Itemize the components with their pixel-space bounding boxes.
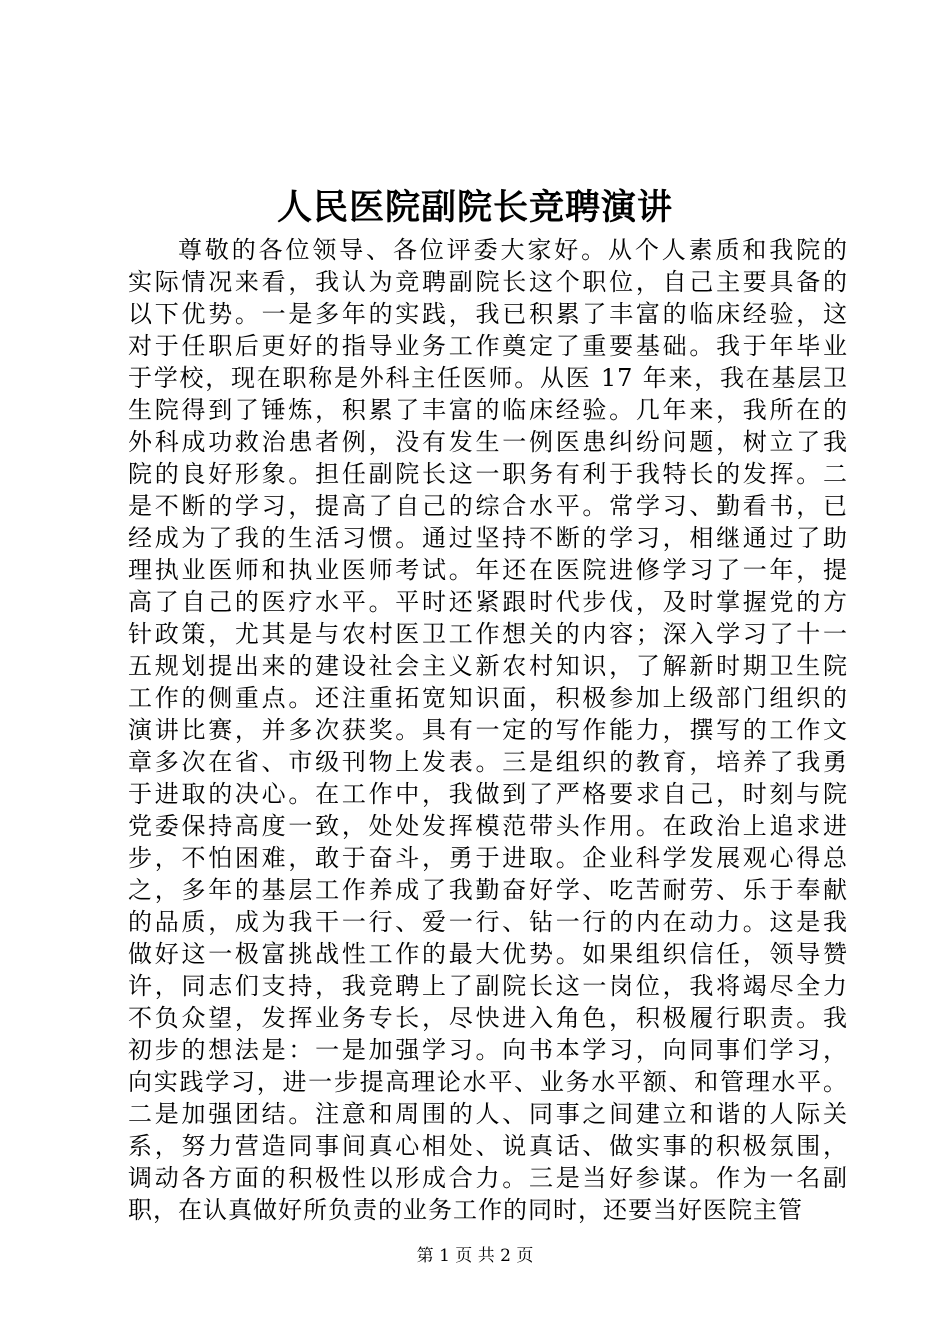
body-line: 于进取的决心。在工作中，我做到了严格要求自己，时刻与院 <box>128 780 848 808</box>
body-line: 步，不怕困难，敢于奋斗，勇于进取。企业科学发展观心得总 <box>128 844 848 872</box>
body-line: 调动各方面的积极性以形成合力。三是当好参谋。作为一名副 <box>128 1164 848 1192</box>
body-line: 高了自己的医疗水平。平时还紧跟时代步伐，及时掌握党的方 <box>128 588 848 616</box>
document-title: 人民医院副院长竞聘演讲 <box>276 187 673 228</box>
body-line: 外科成功救治患者例，没有发生一例医患纠纷问题，树立了我 <box>128 428 848 456</box>
body-line: 的品质，成为我干一行、爱一行、钻一行的内在动力。这是我 <box>128 908 848 936</box>
body-line: 尊敬的各位领导、各位评委大家好。从个人素质和我院的 <box>178 236 848 264</box>
body-line: 是不断的学习，提高了自己的综合水平。常学习、勤看书，已 <box>128 492 848 520</box>
body-line: 许，同志们支持，我竞聘上了副院长这一岗位，我将竭尽全力 <box>128 972 848 1000</box>
body-line: 二是加强团结。注意和周围的人、同事之间建立和谐的人际关 <box>128 1100 848 1128</box>
body-line: 之，多年的基层工作养成了我勤奋好学、吃苦耐劳、乐于奉献 <box>128 876 848 904</box>
body-line: 经成为了我的生活习惯。通过坚持不断的学习，相继通过了助 <box>128 524 848 552</box>
body-line: 工作的侧重点。还注重拓宽知识面，积极参加上级部门组织的 <box>128 684 848 712</box>
body-line: 初步的想法是：一是加强学习。向书本学习，向同事们学习， <box>128 1036 848 1064</box>
body-line: 对于任职后更好的指导业务工作奠定了重要基础。我于年毕业 <box>128 332 848 360</box>
body-line: 做好这一极富挑战性工作的最大优势。如果组织信任，领导赞 <box>128 940 848 968</box>
page-footer: 第 1 页 共 2 页 <box>416 1246 534 1266</box>
body-line: 职，在认真做好所负责的业务工作的同时，还要当好医院主管 <box>128 1196 803 1224</box>
body-line: 实际情况来看，我认为竞聘副院长这个职位，自己主要具备的 <box>128 268 848 296</box>
body-line: 党委保持高度一致，处处发挥模范带头作用。在政治上追求进 <box>128 812 848 840</box>
body-line: 生院得到了锤炼，积累了丰富的临床经验。几年来，我所在的 <box>128 396 848 424</box>
body-line: 五规划提出来的建设社会主义新农村知识，了解新时期卫生院 <box>128 652 848 680</box>
body-line: 于学校，现在职称是外科主任医师。从医 17 年来，我在基层卫 <box>128 364 848 392</box>
body-line: 不负众望，发挥业务专长，尽快进入角色，积极履行职责。我 <box>128 1004 848 1032</box>
body-line: 理执业医师和执业医师考试。年还在医院进修学习了一年，提 <box>128 556 848 584</box>
body-line: 针政策，尤其是与农村医卫工作想关的内容；深入学习了十一 <box>128 620 848 648</box>
body-line: 院的良好形象。担任副院长这一职务有利于我特长的发挥。二 <box>128 460 848 488</box>
body-line: 以下优势。一是多年的实践，我已积累了丰富的临床经验，这 <box>128 300 848 328</box>
body-line: 系，努力营造同事间真心相处、说真话、做实事的积极氛围， <box>128 1132 848 1160</box>
body-line: 章多次在省、市级刊物上发表。三是组织的教育，培养了我勇 <box>128 748 848 776</box>
body-line: 向实践学习，进一步提高理论水平、业务水平额、和管理水平。 <box>128 1068 848 1096</box>
document-body <box>128 234 848 1226</box>
body-line: 演讲比赛，并多次获奖。具有一定的写作能力，撰写的工作文 <box>128 716 848 744</box>
